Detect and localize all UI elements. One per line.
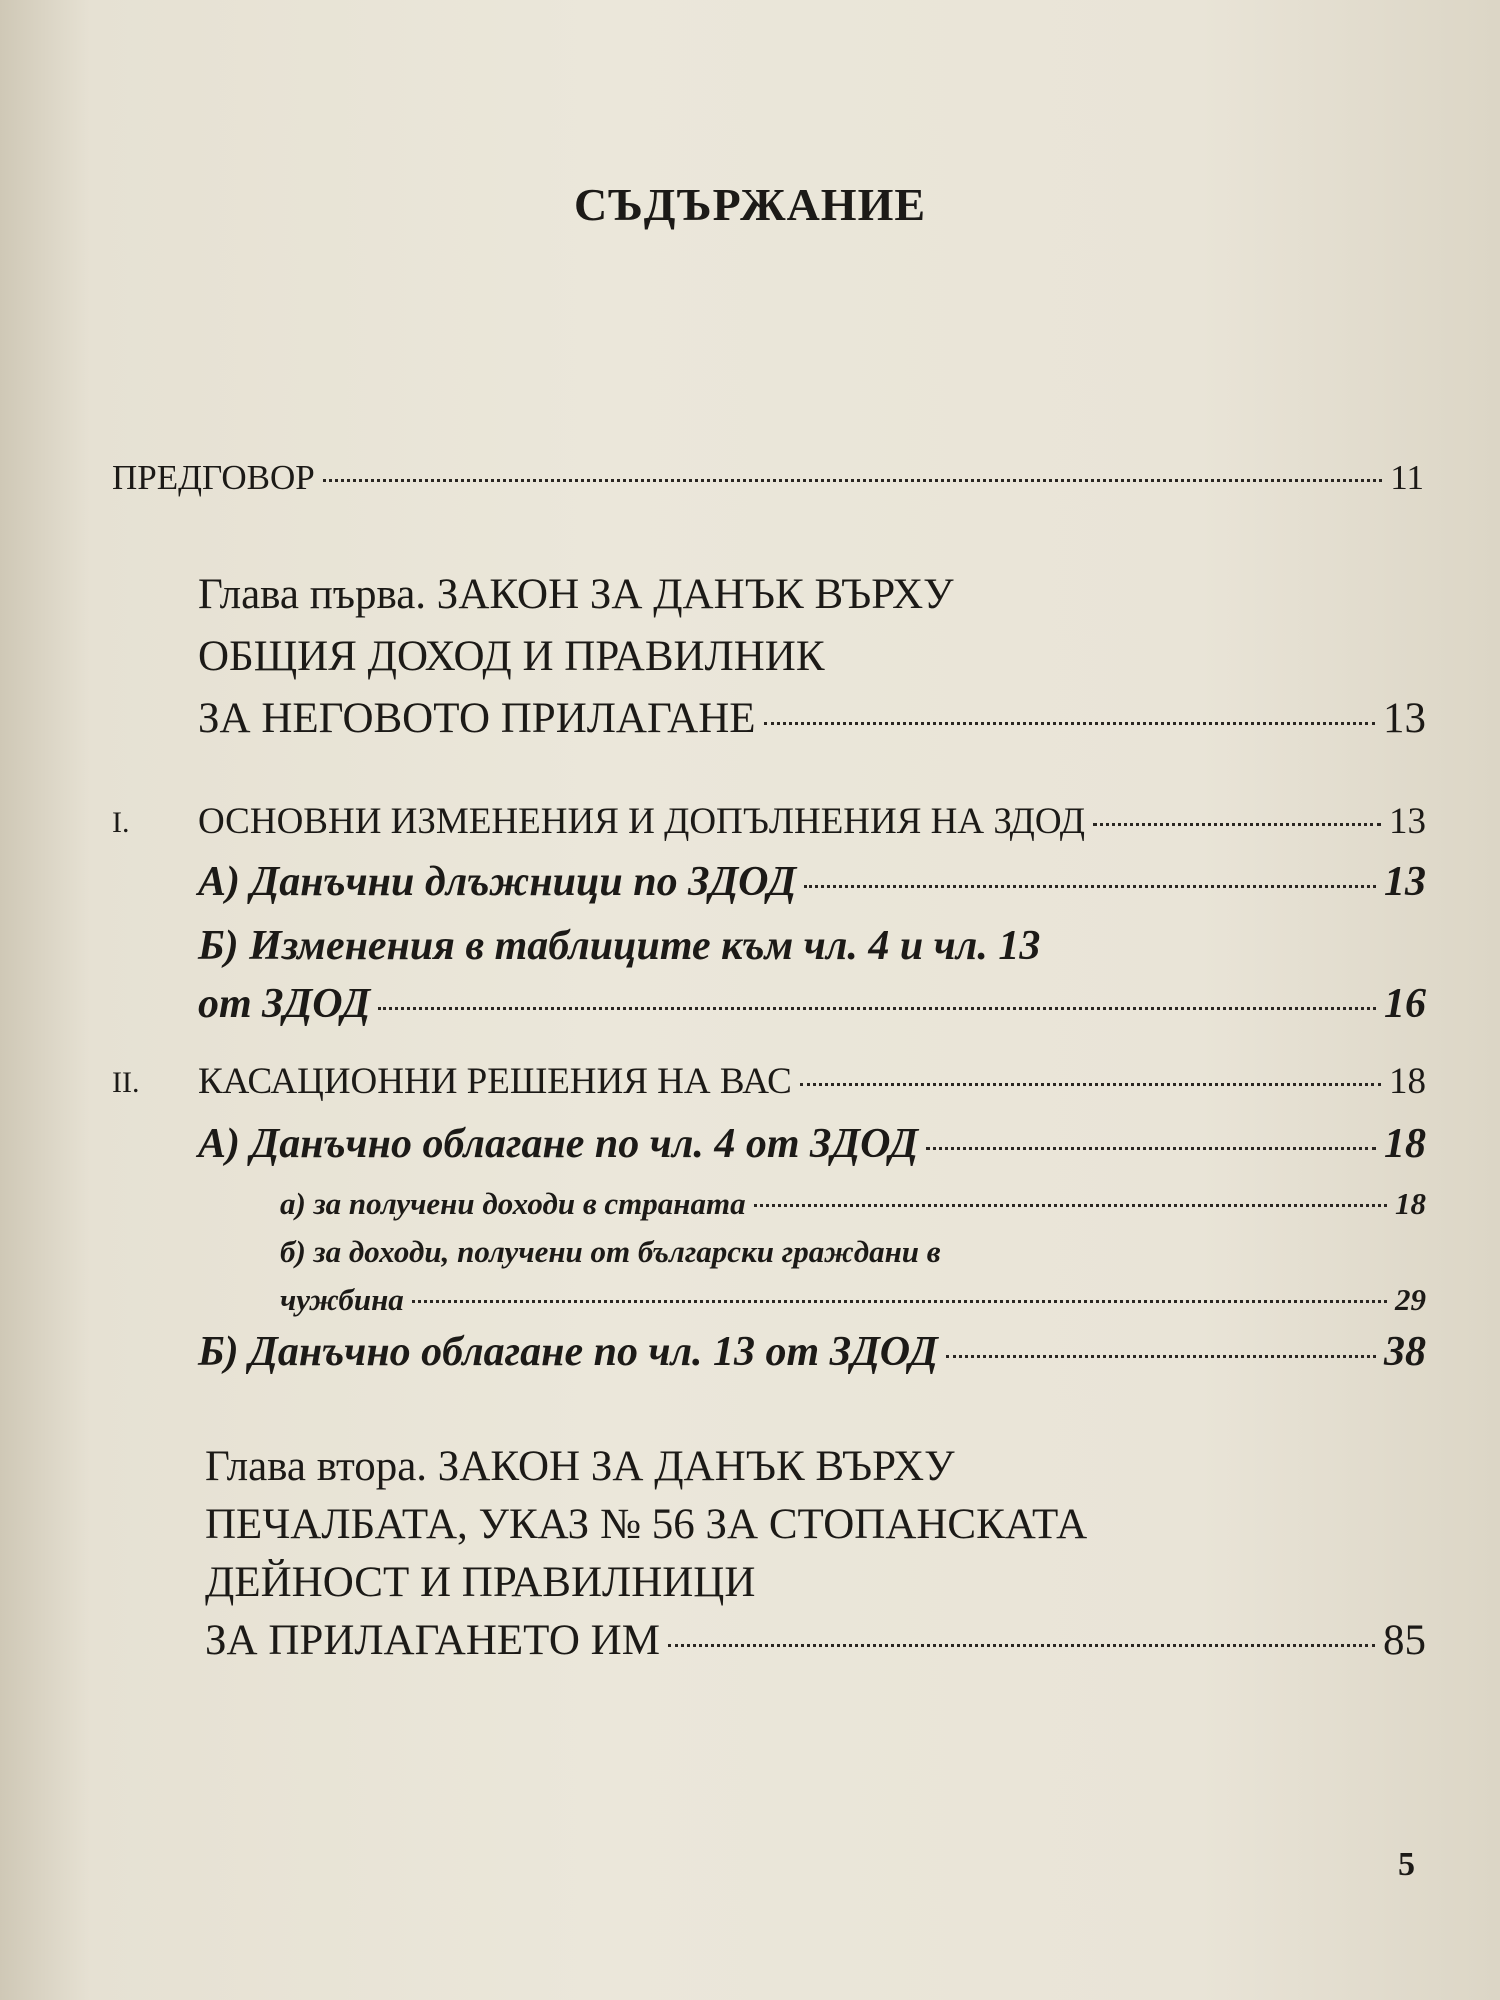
chapter2-line2: ПЕЧАЛБАТА, УКАЗ № 56 ЗА СТОПАНСКАТА bbox=[205, 1501, 1088, 1548]
toc-entry-page: 18 bbox=[1389, 1061, 1426, 1102]
chapter1-line1: Глава първа. ЗАКОН ЗА ДАНЪК ВЪРХУ bbox=[198, 571, 954, 618]
dot-leader bbox=[804, 885, 1376, 888]
chapter1-line2: ОБЩИЯ ДОХОД И ПРАВИЛНИК bbox=[198, 633, 825, 680]
dot-leader bbox=[946, 1355, 1376, 1358]
section2-numeral: II. bbox=[112, 1066, 140, 1099]
dot-leader bbox=[412, 1300, 1387, 1303]
toc-entry-page: 85 bbox=[1383, 1617, 1426, 1664]
toc-entry-page: 38 bbox=[1384, 1329, 1426, 1375]
toc-entry-label: А) Данъчно облагане по чл. 4 от ЗДОД bbox=[198, 1121, 919, 1167]
toc-entry-page: 18 bbox=[1384, 1121, 1426, 1167]
section1-numeral: I. bbox=[112, 806, 130, 839]
toc-entry-section2 bbox=[198, 1060, 1426, 1103]
section2-a-sub-b-line1: б) за доходи, получени от български граждани в bbox=[280, 1234, 941, 1269]
toc-entry-page: 13 bbox=[1383, 695, 1426, 742]
toc-entry-section2-a-sub-a bbox=[280, 1186, 1426, 1222]
toc-entry-label: Б) Данъчно облагане по чл. 13 от ЗДОД bbox=[198, 1329, 938, 1375]
chapter2-line1: Глава втора. ЗАКОН ЗА ДАНЪК ВЪРХУ bbox=[205, 1443, 955, 1490]
toc-entry-label: чужбина bbox=[280, 1282, 404, 1317]
toc-entry-section1 bbox=[198, 800, 1426, 843]
toc-entry-chapter2 bbox=[205, 1616, 1426, 1665]
toc-entry-page: 13 bbox=[1384, 859, 1426, 905]
toc-entry-label: А) Данъчни длъжници по ЗДОД bbox=[198, 859, 797, 905]
dot-leader bbox=[1093, 823, 1381, 826]
toc-entry-page: 16 bbox=[1384, 981, 1426, 1027]
dot-leader bbox=[754, 1204, 1387, 1207]
toc-entry-label: а) за получени доходи в страната bbox=[280, 1186, 746, 1221]
toc-entry-label: КАСАЦИОННИ РЕШЕНИЯ НА ВАС bbox=[198, 1061, 792, 1102]
toc-entry-page: 29 bbox=[1395, 1282, 1426, 1317]
toc-entry-label: ПРЕДГОВОР bbox=[112, 458, 315, 497]
dot-leader bbox=[764, 722, 1375, 725]
toc-entry-section2-b bbox=[198, 1328, 1426, 1376]
toc-entry-label: ЗА ПРИЛАГАНЕТО ИМ bbox=[205, 1617, 660, 1664]
toc-entry-label: ОСНОВНИ ИЗМЕНЕНИЯ И ДОПЪЛНЕНИЯ НА ЗДОД bbox=[198, 801, 1085, 842]
dot-leader bbox=[800, 1083, 1381, 1086]
dot-leader bbox=[668, 1644, 1375, 1647]
contents-title: СЪДЪРЖАНИЕ bbox=[573, 179, 927, 230]
dot-leader bbox=[378, 1007, 1376, 1010]
toc-entry-page: 18 bbox=[1395, 1186, 1426, 1221]
toc-entry-section1-a bbox=[198, 858, 1426, 906]
toc-entry-page: 11 bbox=[1390, 458, 1424, 497]
chapter2-line3: ДЕЙНОСТ И ПРАВИЛНИЦИ bbox=[205, 1559, 756, 1606]
toc-entry-label: ЗА НЕГОВОТО ПРИЛАГАНЕ bbox=[198, 695, 756, 742]
dot-leader bbox=[926, 1147, 1376, 1150]
page-number: 5 bbox=[1398, 1846, 1415, 1883]
section1-b-line1: Б) Изменения в таблиците към чл. 4 и чл. 13 bbox=[198, 923, 1041, 969]
toc-entry-section2-a bbox=[198, 1120, 1426, 1168]
toc-entry-preface bbox=[112, 458, 1424, 498]
toc-entry-section1-b bbox=[198, 980, 1426, 1028]
toc-entry-chapter1 bbox=[198, 694, 1426, 743]
dot-leader bbox=[323, 479, 1383, 482]
toc-entry-page: 13 bbox=[1389, 801, 1426, 842]
toc-entry-section2-a-sub-b bbox=[280, 1282, 1426, 1318]
toc-entry-label: от ЗДОД bbox=[198, 981, 371, 1027]
